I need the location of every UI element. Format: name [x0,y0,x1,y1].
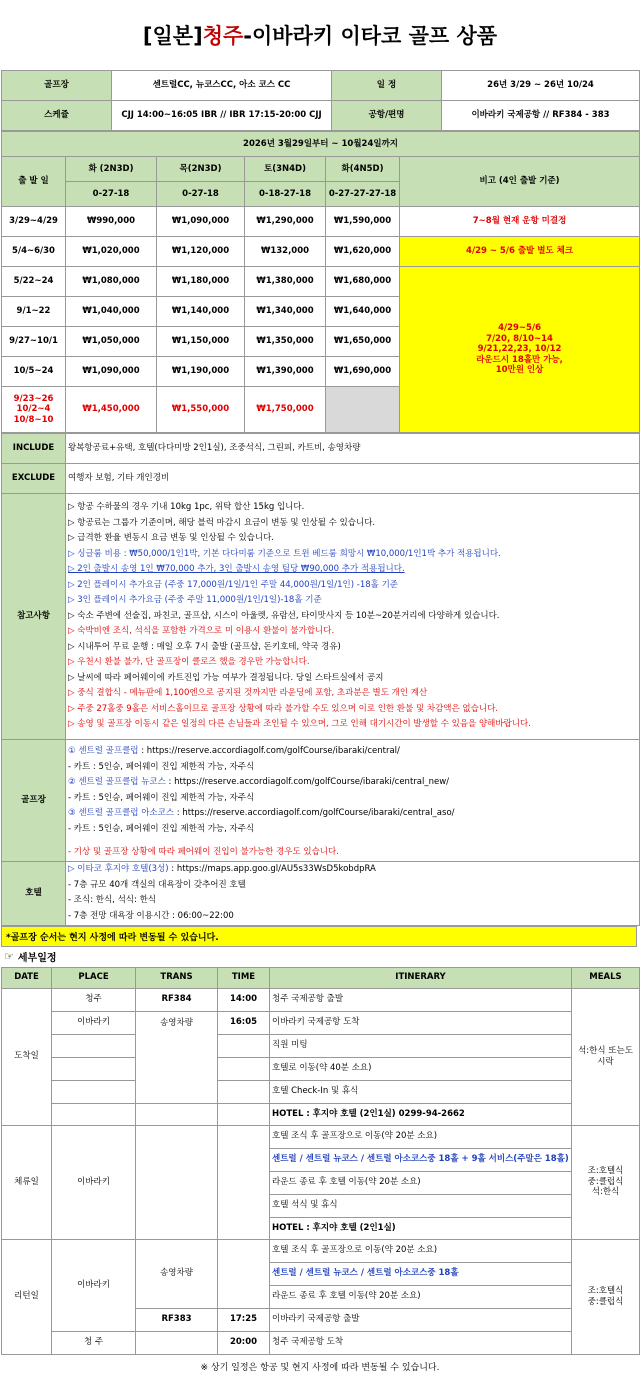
note-line: ▷ 날씨에 따라 페어웨이에 카트진입 가능 여부가 결정됩니다. 당일 스타트실에서 공지 [68,672,384,683]
col-day-4: 화(4N5D) [326,157,400,182]
day2-place: 이바라키 [52,1125,136,1239]
empty-cell [136,1125,218,1239]
price-cell: ₩1,140,000 [157,297,245,327]
period-label: 일 정 [332,71,442,101]
day1-time-2: 16:05 [218,1011,270,1034]
empty-cell [136,1103,218,1125]
day2-row-3: 라운드 종료 후 호텔 이동(약 20분 소요) [270,1171,572,1194]
meal-line: 중:클럽식 [587,1296,624,1307]
price-cell: ₩990,000 [66,207,157,237]
col-code-2: 0-27-18 [157,182,245,207]
special-date-2: 10/2~4 [16,404,51,415]
special-date-3: 10/8~10 [13,414,54,425]
price-cell: ₩1,120,000 [157,237,245,267]
note-header: 비고 (4인 출발 기준) [400,157,640,207]
row-date: 9/1~22 [2,297,66,327]
airport-value: 이바라키 국제공항 // RF384 - 383 [442,101,640,131]
info-table [1,70,640,131]
day1-time-1: 14:00 [218,988,270,1011]
period-value: 26년 3/29 ~ 26년 10/24 [442,71,640,101]
day3-row-2: 센트럴 / 센트럴 뉴코스 / 센트럴 아소코스중 18홀 [270,1262,572,1285]
day3-date: 리턴일 [2,1239,52,1354]
price-cell: ₩1,750,000 [245,387,326,433]
note-line: ▷ 주중 27홀중 9홀은 서비스홀이므로 골프장 상황에 따라 불가할 수도 있으며 이로 인한 환불 및 차감액은 없습니다. [68,703,498,714]
day1-row-2: 이바라키 국제공항 도착 [270,1011,572,1034]
empty-cell [218,1125,270,1239]
note-line: ▷ 2인 출발시 송영 1인 ₩70,000 추가, 3인 출발시 송영 팀당 ₩90,000 추가 적용됩니다. [68,564,405,575]
day2-hotel: HOTEL : 후지야 호텔 (2인1실) [270,1217,572,1239]
note-3-line: 4/29~5/6 [498,322,541,333]
day3-trans-2: RF383 [136,1308,218,1331]
note-line: ▷ 싱글룸 비용 : ₩50,000/1인1박, 기본 다다미룸 기준으로 트윈 베드룸 희망시 ₩10,000/1인1박 추가 적용됩니다. [68,548,501,559]
hotel-line-3: - 7층 전망 대욕장 이용시간 : 06:00~22:00 [68,910,234,921]
day1-trans-1: RF384 [136,988,218,1011]
note-3 [400,267,640,433]
price-banner: 2026년 3월29일부터 ~ 10월24일까지 [2,132,640,157]
price-cell: ₩1,550,000 [157,387,245,433]
empty-cell [136,1331,218,1354]
col-day-2: 목(2N3D) [157,157,245,182]
row-date: 5/4~6/30 [2,237,66,267]
col-code-1: 0-27-18 [66,182,157,207]
price-cell: ₩1,350,000 [245,327,326,357]
meal-line: 석:한식 [591,1187,620,1198]
hotel-line-2: - 조식: 한식, 석식: 한식 [68,895,156,905]
day1-date: 도착일 [2,988,52,1125]
golf-detail-2: - 카트 : 5인승, 페어웨이 진입 제한적 가능, 자주식 [68,792,255,803]
day3-trans-1: 송영차량 [136,1239,218,1308]
header-trans: TRANS [136,967,218,988]
note-2: 4/29 ~ 5/6 출발 별도 체크 [400,237,640,267]
note-3-line: 라운드시 18홀만 가능, [476,354,563,365]
table-row [2,267,640,297]
note-line: ▷ 우천시 환불 불가, 단 골프장이 클로즈 했을 경우만 가능합니다. [68,657,310,668]
table-row [2,237,640,267]
price-cell: ₩1,590,000 [326,207,400,237]
golf-url-3[interactable]: : https://reserve.accordiagolf.com/golfCourse/ibaraki/central_aso/ [174,808,455,818]
empty-cell [218,1080,270,1103]
golf-name-2: ② 센트럴 골프클럽 뉴코스 [68,777,166,787]
note-1: 7~8월 현재 운항 미결정 [400,207,640,237]
golf-detail-1: - 카트 : 5인승, 페어웨이 진입 제한적 가능, 자주식 [68,761,255,772]
notes-label: 참고사항 [2,494,66,740]
col-day-1: 화 (2N3D) [66,157,157,182]
note-line: ▷ 항공 수하물의 경우 기내 10kg 1pc, 위탁 합산 15kg 입니다. [68,502,305,513]
note-3-line: 9/21,22,23, 10/12 [477,344,562,355]
golf-section-label: 골프장 [2,740,66,862]
title-suffix: -이바라키 이타코 골프 상품 [243,24,498,48]
price-cell: ₩1,080,000 [66,267,157,297]
day2-date: 체류일 [2,1125,52,1239]
golf-url-1[interactable]: : https://reserve.accordiagolf.com/golfCourse/ibaraki/central/ [138,746,400,756]
day1-row-3: 직원 미팅 [270,1034,572,1057]
table-row [2,207,640,237]
empty-cell [52,1034,136,1057]
title-highlight: 청주 [202,24,244,48]
price-cell: ₩1,390,000 [245,357,326,387]
golf-section [66,740,640,862]
special-date [2,387,66,433]
hotel-url[interactable]: : https://maps.app.goo.gl/AU5s33WsD5kobdpRA [168,864,376,874]
day1-row-4: 호텔로 이동(약 40분 소요) [270,1057,572,1080]
note-line: ▷ 숙소 주변에 선술집, 파친코, 골프샵, 시스이 아울렛, 유람선, 타이맛사지 등 10분~20분거리에 다양하게 있습니다. [68,610,500,621]
header-time: TIME [218,967,270,988]
row-date: 5/22~24 [2,267,66,297]
header-date: DATE [2,967,52,988]
details-table [1,433,640,926]
price-cell: ₩1,150,000 [157,327,245,357]
title-prefix: [일본] [142,24,203,48]
day3-time-1: 17:25 [218,1308,270,1331]
price-cell: ₩1,020,000 [66,237,157,267]
day3-row-5: 청주 국제공항 도착 [270,1331,572,1354]
price-cell: ₩1,040,000 [66,297,157,327]
day3-place-2: 청 주 [52,1331,136,1354]
price-cell: ₩1,090,000 [157,207,245,237]
footer-note: ※ 상기 일정은 항공 및 현지 사정에 따라 변동될 수 있습니다. [200,1363,440,1373]
day1-row-5: 호텔 Check-In 및 휴식 [270,1080,572,1103]
price-cell: ₩1,690,000 [326,357,400,387]
empty-cell [218,1057,270,1080]
day3-row-3: 라운드 종료 후 호텔 이동(약 20분 소요) [270,1285,572,1308]
hotel-section [66,861,640,925]
price-cell: ₩1,680,000 [326,267,400,297]
day3-time-2: 20:00 [218,1331,270,1354]
empty-cell [218,1034,270,1057]
schedule-label: 스케쥴 [2,101,112,131]
row-date: 9/27~10/1 [2,327,66,357]
row-date: 10/5~24 [2,357,66,387]
day3-row-4: 이바라키 국제공항 출발 [270,1308,572,1331]
include-value: 왕복항공료+유택, 호텔(다다미방 2인1실), 조중석식, 그린피, 카트비, 송영차량 [66,434,640,464]
note-line: ▷ 항공료는 그룹가 기준이며, 해당 블럭 마감시 요금이 변동 및 인상될 수 있습니다. [68,517,376,528]
day2-row-1: 호텔 조식 후 골프장으로 이동(약 20분 소요) [270,1125,572,1148]
golf-value: 센트럴CC, 뉴코스CC, 아소 코스 CC [112,71,332,101]
meal-line: 중:클럽식 [587,1176,624,1187]
price-cell: ₩1,340,000 [245,297,326,327]
note-line: ▷ 2인 플레이시 추가요금 (주중 17,000원/1일/1인 주말 44,000원/1일/1인) -18홀 기준 [68,579,398,590]
exclude-value: 여행자 보험, 기타 개인경비 [66,464,640,494]
day1-hotel: HOTEL : 후지야 호텔 (2인1실) 0299-94-2662 [270,1103,572,1125]
day1-place-2: 이바라키 [52,1011,136,1034]
day1-row-1: 청주 국제공항 출발 [270,988,572,1011]
price-cell: ₩1,450,000 [66,387,157,433]
schedule-value: CJJ 14:00~16:05 IBR // IBR 17:15-20:00 CJJ [112,101,332,131]
empty-cell [52,1057,136,1080]
price-cell: ₩1,180,000 [157,267,245,297]
golf-label: 골프장 [2,71,112,101]
header-itinerary: ITINERARY [270,967,572,988]
price-cell: ₩1,380,000 [245,267,326,297]
detail-title [0,947,640,967]
row-date: 3/29~4/29 [2,207,66,237]
day2-row-4: 호텔 석식 및 휴식 [270,1194,572,1217]
day1-trans-2: 송영차량 [136,1011,218,1103]
header-meals: MEALS [572,967,640,988]
hotel-label: 호텔 [2,861,66,925]
hotel-line-1: - 7층 규모 40개 객실의 대욕장이 갖추어진 호텔 [68,879,246,890]
golf-url-2[interactable]: : https://reserve.accordiagolf.com/golfCourse/ibaraki/central_new/ [165,777,450,787]
meal-line: 조:호텔식 [587,1166,624,1177]
day2-meals [572,1125,640,1239]
note-3-line: 10만원 인상 [495,365,544,376]
note-line: ▷ 숙박비엔 조식, 석식을 포함한 가격으로 미 이용시 환불이 불가합니다. [68,626,335,637]
include-label: INCLUDE [2,434,66,464]
price-cell: ₩1,050,000 [66,327,157,357]
page-title [0,0,640,70]
airport-label: 공항/편명 [332,101,442,131]
note-line: ▷ 급격한 환율 변동시 요금 변동 및 인상될 수 있습니다. [68,533,274,544]
golf-detail-3: - 카트 : 5인승, 페어웨이 진입 제한적 가능, 자주식 [68,823,255,834]
col-code-4: 0-27-27-27-18 [326,182,400,207]
price-cell: ₩1,650,000 [326,327,400,357]
day3-place-1: 이바라키 [52,1239,136,1331]
note-line: ▷ 시내투어 무료 운행 : 매일 오후 7시 출발 (골프샵, 돈키호테, 약국 경유) [68,641,341,652]
itinerary-table [1,967,640,1355]
pointing-hand-icon: ☞ [4,950,14,963]
golf-warning: - 기상 및 골프장 상황에 따라 페어웨이 진입이 불가능한 경우도 있습니다. [68,847,339,857]
day1-place-1: 청주 [52,988,136,1011]
depart-label: 출 발 일 [2,157,66,207]
col-code-3: 0-18-27-18 [245,182,326,207]
col-day-3: 토(3N4D) [245,157,326,182]
notes-list [66,494,640,740]
empty-cell [52,1103,136,1125]
price-cell: ₩1,620,000 [326,237,400,267]
day3-meals [572,1239,640,1354]
note-line: ▷ 3인 플레이시 추가요금 (주중 주말 11,000원/1인/1일)-18홀 기준 [68,595,322,606]
price-cell: ₩1,190,000 [157,357,245,387]
meal-line: 조:호텔식 [587,1285,624,1296]
order-note: *골프장 순서는 현지 사정에 따라 변동될 수 있습니다. [1,926,637,947]
exclude-label: EXCLUDE [2,464,66,494]
empty-cell [326,387,400,433]
price-cell: ₩132,000 [245,237,326,267]
hotel-name: ▷ 이타코 후지야 호텔(3성) [68,864,169,874]
note-line: ▷ 송영 및 골프장 이동시 같은 일정의 다른 손님들과 조인될 수 있으며, 그로 인해 대기시간이 발생할 수 있음을 양해바랍니다. [68,719,531,730]
day2-row-2: 센트럴 / 센트럴 뉴코스 / 센트럴 아소코스중 18홀 + 9홀 서비스(주말은 18홀) [270,1148,572,1171]
empty-cell [218,1103,270,1125]
price-cell: ₩1,640,000 [326,297,400,327]
day3-row-1: 호텔 조식 후 골프장으로 이동(약 20분 소요) [270,1239,572,1262]
price-cell: ₩1,090,000 [66,357,157,387]
price-table [1,131,640,433]
detail-title-text: 세부일정 [17,953,57,964]
day1-meals: 석:한식 또는도시락 [572,988,640,1125]
note-3-line: 7/20, 8/10~14 [486,333,553,344]
header-place: PLACE [52,967,136,988]
empty-cell [52,1080,136,1103]
golf-name-3: ③ 센트럴 골프클럽 아소코스 [68,808,175,818]
price-cell: ₩1,290,000 [245,207,326,237]
note-line: ▷ 중식 결합식 - 메뉴판에 1,100엔으로 공지된 것까지만 라운딩에 포함, 초과분은 별도 개인 계산 [68,688,428,699]
golf-name-1: ① 센트럴 골프클럽 [68,746,139,756]
special-date-1: 9/23~26 [13,393,54,404]
empty-cell [218,1239,270,1308]
